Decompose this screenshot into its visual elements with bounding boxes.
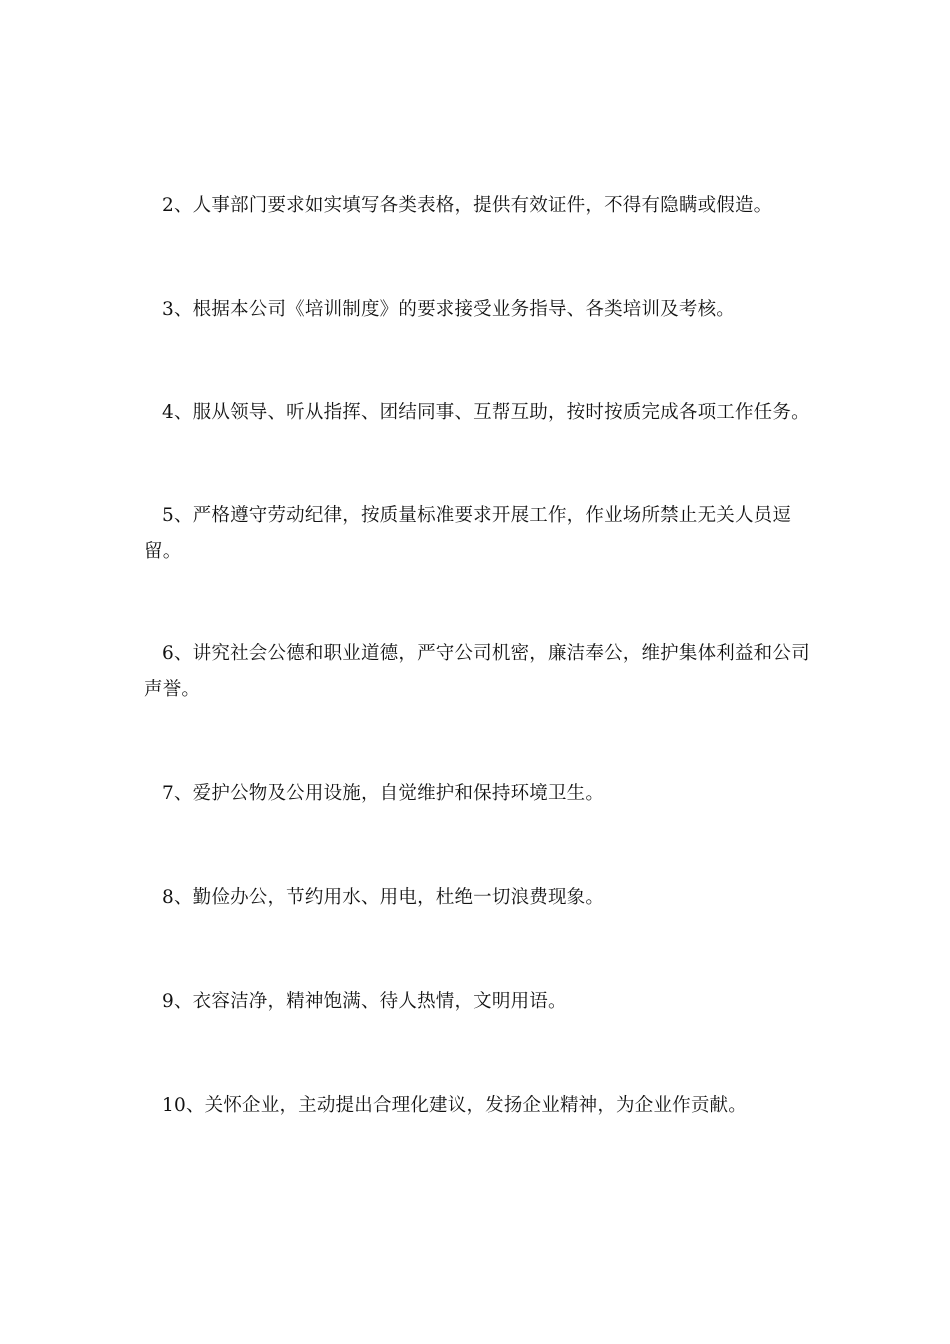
clause-5: 5、严格遵守劳动纪律，按质量标准要求开展工作，作业场所禁止无关人员逗留。 [144, 505, 792, 562]
clause-2: 2、人事部门要求如实填写各类表格，提供有效证件，不得有隐瞒或假造。 [162, 195, 773, 216]
clause-6: 6、讲究社会公德和职业道德，严守公司机密，廉洁奉公，维护集体利益和公司声誉。 [144, 643, 810, 700]
clause-3: 3、根据本公司《培训制度》的要求接受业务指导、各类培训及考核。 [162, 299, 735, 320]
clause-9: 9、衣容洁净，精神饱满、待人热情，文明用语。 [162, 991, 567, 1012]
clause-4: 4、服从领导、听从指挥、团结同事、互帮互助，按时按质完成各项工作任务。 [162, 402, 810, 423]
clause-8: 8、勤俭办公，节约用水、用电，杜绝一切浪费现象。 [162, 887, 605, 908]
clause-7: 7、爱护公物及公用设施，自觉维护和保持环境卫生。 [162, 783, 605, 804]
clause-10: 10、关怀企业，主动提出合理化建议，发扬企业精神，为企业作贡献。 [162, 1095, 747, 1116]
